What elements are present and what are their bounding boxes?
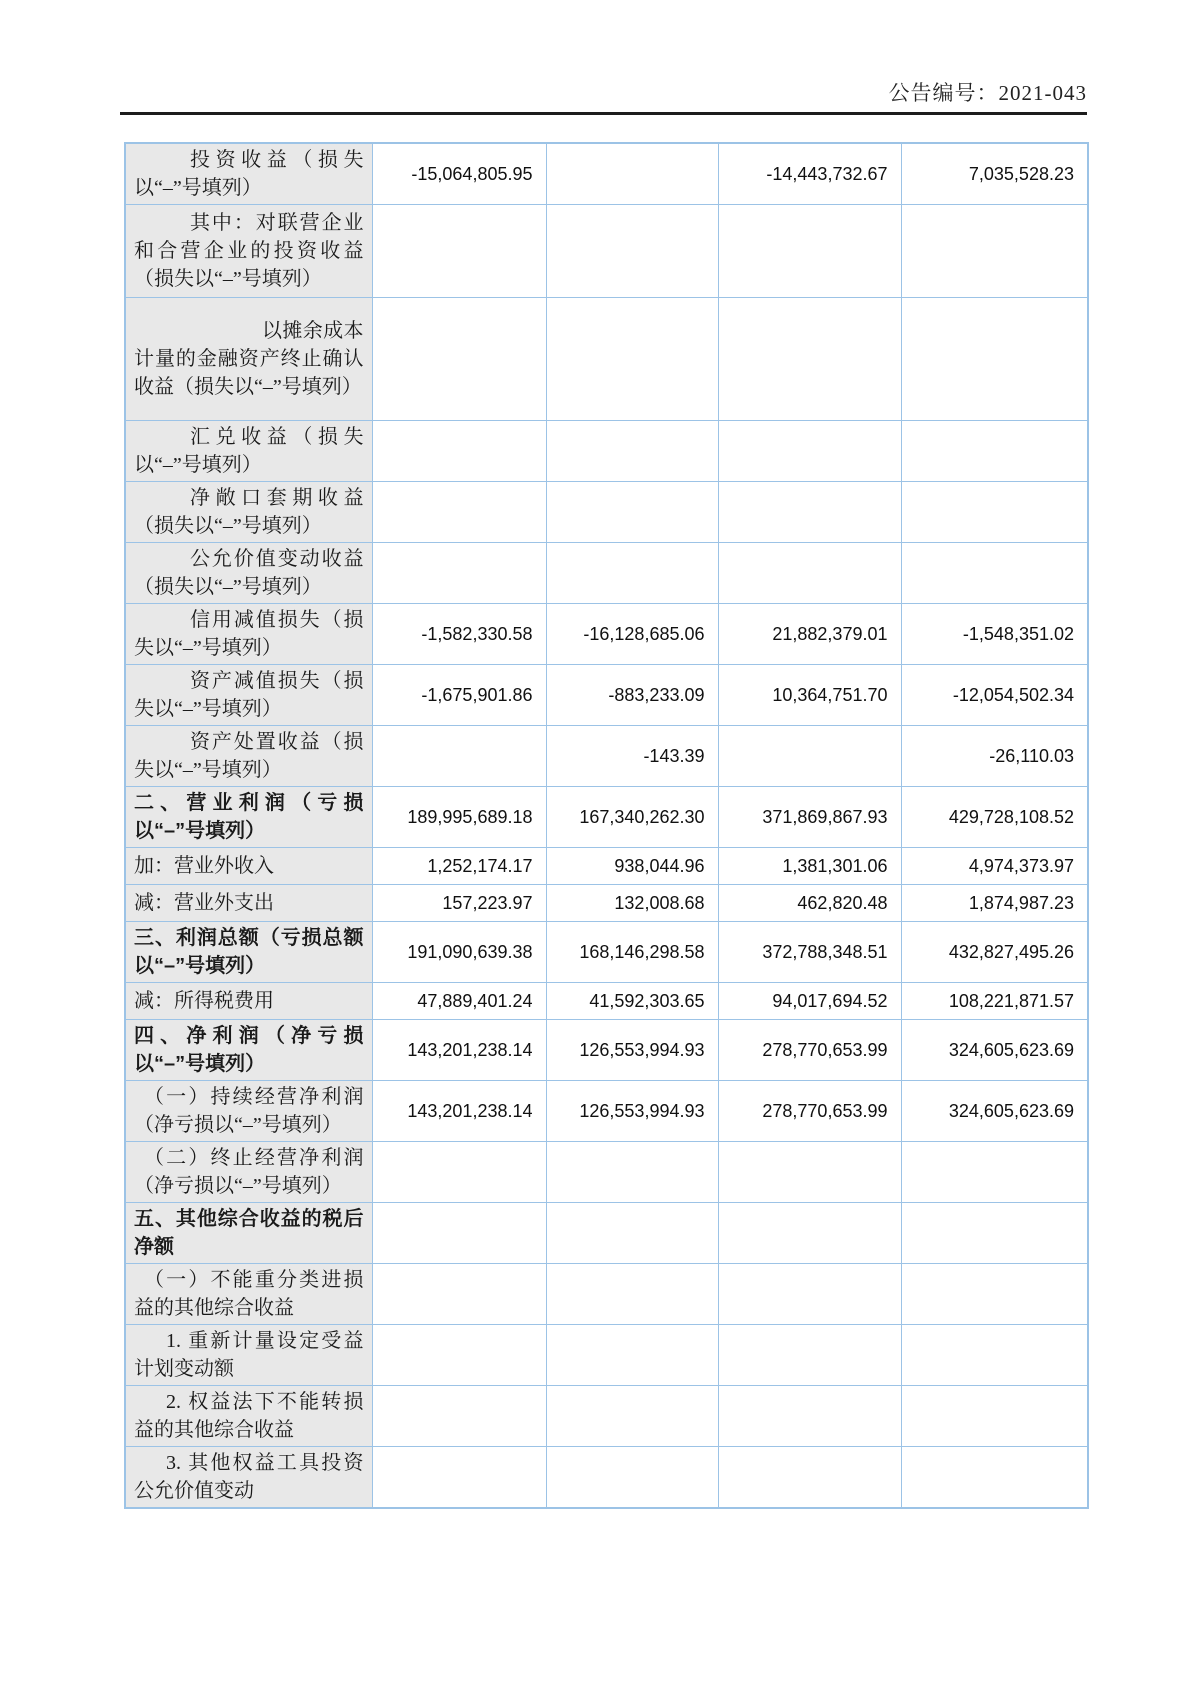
value-cell [901,543,1088,604]
value-cell [718,421,901,482]
table-row [125,482,1088,543]
value-cell: -143.39 [546,726,718,787]
value-cell [901,1203,1088,1264]
table-row [125,1020,1088,1081]
value-cell: 278,770,653.99 [718,1081,901,1142]
value-cell [901,1325,1088,1386]
value-cell [718,1264,901,1325]
value-cell: 7,035,528.23 [901,143,1088,205]
table-row [125,1203,1088,1264]
value-cell: 21,882,379.01 [718,604,901,665]
value-cell: 189,995,689.18 [372,787,546,848]
value-cell [718,205,901,298]
value-cell: 47,889,401.24 [372,983,546,1020]
value-cell [546,1203,718,1264]
value-cell: 10,364,751.70 [718,665,901,726]
row-label: 净敞口套期收益（损失以“–”号填列） [125,482,372,543]
value-cell [546,1264,718,1325]
row-label: 公允价值变动收益（损失以“–”号填列） [125,543,372,604]
value-cell: 143,201,238.14 [372,1081,546,1142]
table-row [125,665,1088,726]
table-row [125,1081,1088,1142]
value-cell: 371,869,867.93 [718,787,901,848]
value-cell [546,205,718,298]
value-cell: 4,974,373.97 [901,848,1088,885]
value-cell [718,1203,901,1264]
value-cell [372,298,546,421]
row-label: 其中：对联营企业和合营企业的投资收益（损失以“–”号填列） [125,205,372,298]
value-cell [546,1325,718,1386]
table-row [125,885,1088,922]
value-cell [901,205,1088,298]
value-cell [372,1386,546,1447]
value-cell: 157,223.97 [372,885,546,922]
value-cell: -883,233.09 [546,665,718,726]
value-cell: 108,221,871.57 [901,983,1088,1020]
row-label: 1. 重新计量设定受益计划变动额 [125,1325,372,1386]
row-label: 二、营业利润（亏损以“–”号填列） [125,787,372,848]
table-row [125,1447,1088,1509]
value-cell [901,421,1088,482]
row-label: 加：营业外收入 [125,848,372,885]
value-cell [546,421,718,482]
table-row [125,143,1088,205]
value-cell [901,1386,1088,1447]
value-cell [372,1325,546,1386]
table-row [125,543,1088,604]
value-cell [372,482,546,543]
row-label: 信用减值损失（损失以“–”号填列） [125,604,372,665]
value-cell: 168,146,298.58 [546,922,718,983]
header-rule [120,112,1087,115]
value-cell [718,1447,901,1509]
table-row [125,205,1088,298]
table-row [125,726,1088,787]
table-row [125,922,1088,983]
value-cell [372,726,546,787]
value-cell: -16,128,685.06 [546,604,718,665]
value-cell: 94,017,694.52 [718,983,901,1020]
table-row [125,1264,1088,1325]
value-cell [546,482,718,543]
value-cell: 462,820.48 [718,885,901,922]
value-cell [718,1325,901,1386]
value-cell [718,726,901,787]
table-row [125,787,1088,848]
value-cell [546,1142,718,1203]
value-cell: -1,548,351.02 [901,604,1088,665]
value-cell [372,205,546,298]
value-cell [372,1142,546,1203]
value-cell: -15,064,805.95 [372,143,546,205]
value-cell [718,1386,901,1447]
income-table-body [125,143,1088,1508]
row-label: 三、利润总额（亏损总额以“–”号填列） [125,922,372,983]
value-cell: 1,252,174.17 [372,848,546,885]
value-cell: -12,054,502.34 [901,665,1088,726]
value-cell [546,143,718,205]
value-cell: 132,008.68 [546,885,718,922]
value-cell: 41,592,303.65 [546,983,718,1020]
value-cell: 126,553,994.93 [546,1081,718,1142]
value-cell: 324,605,623.69 [901,1081,1088,1142]
value-cell [901,1264,1088,1325]
row-label: 3. 其他权益工具投资公允价值变动 [125,1447,372,1509]
table-row [125,983,1088,1020]
value-cell: 1,874,987.23 [901,885,1088,922]
value-cell [372,1264,546,1325]
value-cell: 191,090,639.38 [372,922,546,983]
value-cell: 143,201,238.14 [372,1020,546,1081]
row-label: 资产处置收益（损失以“–”号填列） [125,726,372,787]
value-cell [546,1386,718,1447]
row-label: （一）持续经营净利润（净亏损以“–”号填列） [125,1081,372,1142]
value-cell [718,1142,901,1203]
table-row [125,421,1088,482]
value-cell [901,482,1088,543]
value-cell [372,1447,546,1509]
table-row [125,1386,1088,1447]
value-cell: -1,675,901.86 [372,665,546,726]
row-label: （二）终止经营净利润（净亏损以“–”号填列） [125,1142,372,1203]
value-cell [372,1203,546,1264]
value-cell: -26,110.03 [901,726,1088,787]
value-cell [372,421,546,482]
table-row [125,604,1088,665]
value-cell [546,298,718,421]
row-label: 资产减值损失（损失以“–”号填列） [125,665,372,726]
value-cell: 432,827,495.26 [901,922,1088,983]
value-cell [546,1447,718,1509]
table-row [125,848,1088,885]
table-row [125,298,1088,421]
table-row [125,1142,1088,1203]
row-label: 五、其他综合收益的税后净额 [125,1203,372,1264]
value-cell [718,543,901,604]
row-label: 减：所得税费用 [125,983,372,1020]
row-label: 2. 权益法下不能转损益的其他综合收益 [125,1386,372,1447]
row-label: 四、净利润（净亏损以“–”号填列） [125,1020,372,1081]
value-cell [546,543,718,604]
table-row [125,1325,1088,1386]
value-cell [901,298,1088,421]
value-cell: -1,582,330.58 [372,604,546,665]
value-cell: 1,381,301.06 [718,848,901,885]
row-label: 以摊余成本计量的金融资产终止确认收益（损失以“–”号填列） [125,298,372,421]
value-cell: 429,728,108.52 [901,787,1088,848]
value-cell: 938,044.96 [546,848,718,885]
value-cell [901,1447,1088,1509]
value-cell [372,543,546,604]
value-cell [901,1142,1088,1203]
row-label: 汇兑收益（损失以“–”号填列） [125,421,372,482]
value-cell: 167,340,262.30 [546,787,718,848]
value-cell: 324,605,623.69 [901,1020,1088,1081]
value-cell: 372,788,348.51 [718,922,901,983]
value-cell: 126,553,994.93 [546,1020,718,1081]
row-label: 减：营业外支出 [125,885,372,922]
value-cell: 278,770,653.99 [718,1020,901,1081]
value-cell: -14,443,732.67 [718,143,901,205]
income-statement-table [124,142,1089,1509]
value-cell [718,482,901,543]
row-label: （一）不能重分类进损益的其他综合收益 [125,1264,372,1325]
announcement-number: 公告编号：2021-043 [888,81,1087,105]
value-cell [718,298,901,421]
row-label: 投资收益（损失以“–”号填列） [125,143,372,205]
